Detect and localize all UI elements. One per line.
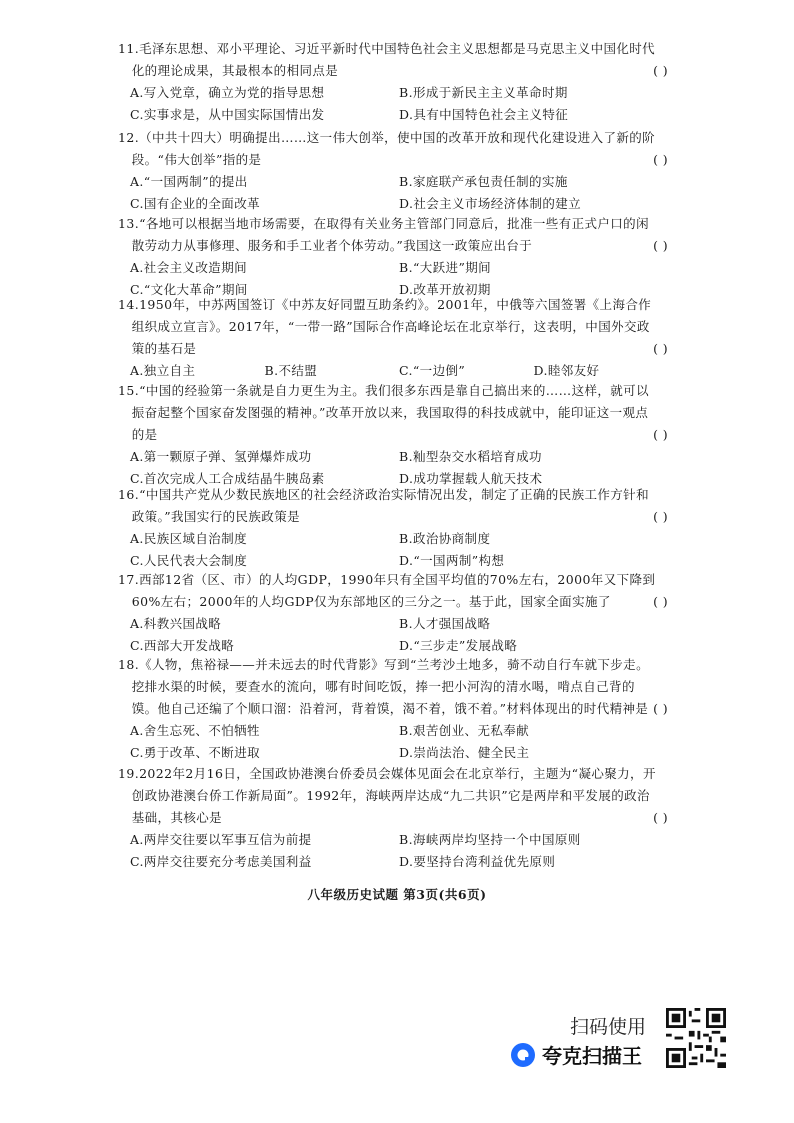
- option-d: D.改革开放初期: [399, 282, 491, 297]
- options: [118, 829, 656, 873]
- option-c: C.国有企业的全面改革: [130, 196, 260, 211]
- option-d: D.崇尚法治、健全民主: [399, 745, 530, 760]
- option-b: B.不结盟: [264, 363, 318, 378]
- option-b: B.人才强国战略: [399, 616, 491, 631]
- options: [118, 613, 656, 657]
- question-stem: 16.“中国共产党从少数民族地区的社会经济政治实际情况出发，制定了正确的民族工作方针和政策。”我国实行的民族政策是: [118, 487, 649, 524]
- answer-paren: ( ): [653, 701, 668, 716]
- scan-label: 扫码使用: [570, 1016, 647, 1038]
- option-b: B.海峡两岸均坚持一个中国原则: [399, 832, 581, 847]
- page-footer: 八年级历史试题 第3页(共6页): [307, 887, 487, 902]
- answer-paren: ( ): [653, 810, 668, 825]
- question-stem: 14.1950年，中苏两国签订《中苏友好同盟互助条约》。2001年，中俄等六国签署《上海合作组织成立宣言》。2017年，“一带一路”国际合作高峰论坛在北京举行，这表明，中国外交政策的基石是: [118, 297, 652, 356]
- quark-logo-icon: [510, 1042, 536, 1068]
- option-c: C.勇于改革、不断进取: [130, 745, 260, 760]
- option-c: C.实事求是，从中国实际国情出发: [130, 107, 325, 122]
- option-b: B.艰苦创业、无私奉献: [399, 723, 530, 738]
- question-stem: 15.“中国的经验第一条就是自力更生为主。我们很多东西是靠自己搞出来的……这样，就可以振奋起整个国家奋发图强的精神。”改革开放以来，我国取得的科技成就中，能印证这一观点的是: [118, 383, 649, 442]
- option-b: B.籼型杂交水稻培育成功: [399, 449, 542, 464]
- answer-paren: ( ): [653, 63, 668, 78]
- option-c: C.人民代表大会制度: [130, 553, 248, 568]
- option-a: A.两岸交往要以军事互信为前提: [130, 832, 312, 847]
- option-c: C.“文化大革命”期间: [130, 282, 248, 297]
- options: [118, 82, 656, 126]
- option-a: A.民族区域自治制度: [130, 531, 248, 546]
- option-d: D.要坚持台湾利益优先原则: [399, 854, 556, 869]
- qr-code-icon[interactable]: [666, 1008, 726, 1068]
- option-c: C.两岸交往要充分考虑美国利益: [130, 854, 312, 869]
- question-stem: 18.《人物，焦裕禄——并未远去的时代背影》写到“兰考沙土地多，骑不动自行车就下步走。挖排水渠的时候，要查水的流向，哪有时间吃饭，捧一把小河沟的清水喝，啃点自己背的馍。他自己还编了个顺口溜：沿着河，背着馍，渴不着，饿不着。”材料体现出的时代精神是: [118, 657, 649, 716]
- brand-name: 夸克扫描王: [542, 1044, 642, 1068]
- option-c: C.“一边倒”: [399, 363, 466, 378]
- option-b: B.“大跃进”期间: [399, 260, 492, 275]
- option-d: D.具有中国特色社会主义特征: [399, 107, 569, 122]
- question-stem: 11.毛泽东思想、邓小平理论、习近平新时代中国特色社会主义思想都是马克思主义中国化时代化的理论成果，其最根本的相同点是: [118, 41, 656, 78]
- option-d: D.“一国两制”构想: [399, 553, 505, 568]
- question-stem: 13.“各地可以根据当地市场需要，在取得有关业务主管部门同意后，批准一些有正式户口的闲散劳动力从事修理、服务和手工业者个体劳动。”我国这一政策应出台于: [118, 216, 649, 253]
- question-19: [118, 763, 668, 873]
- option-a: A.“一国两制”的提出: [130, 174, 248, 189]
- options: [118, 171, 656, 215]
- option-d: D.睦邻友好: [533, 363, 600, 378]
- options: [118, 528, 656, 572]
- question-stem: 19.2022年2月16日，全国政协港澳台侨委员会媒体见面会在北京举行，主题为“凝心聚力，开创政协港澳台侨工作新局面”。1992年，海峡两岸达成“九二共识”它是两岸和平发展的政治基础，其核心是: [118, 766, 656, 825]
- option-a: A.写入党章，确立为党的指导思想: [130, 85, 325, 100]
- option-d: D.成功掌握载人航天技术: [399, 471, 543, 486]
- question-13: [118, 213, 668, 301]
- question-15: [118, 380, 668, 490]
- question-stem: 17.西部12省（区、市）的人均GDP，1990年只有全国平均值的70%左右，2000年又下降到60%左右；2000年的人均GDP仅为东部地区的三分之一。基于此，国家全面实施了: [118, 572, 656, 609]
- question-17: [118, 569, 668, 657]
- scanner-brand: [510, 1040, 642, 1069]
- question-12: [118, 127, 668, 215]
- question-stem: 12.（中共十四大）明确提出……这一伟大创举，使中国的改革开放和现代化建设进入了新的阶段。“伟大创举”指的是: [118, 130, 656, 167]
- option-a: A.社会主义改造期间: [130, 260, 248, 275]
- answer-paren: ( ): [653, 341, 668, 356]
- option-b: B.家庭联产承包责任制的实施: [399, 174, 568, 189]
- scanner-watermark: [510, 1008, 742, 1070]
- question-14: [118, 294, 668, 382]
- option-b: B.形成于新民主主义革命时期: [399, 85, 568, 100]
- option-b: B.政治协商制度: [399, 531, 491, 546]
- option-a: A.舍生忘死、不怕牺牲: [130, 723, 260, 738]
- options: [118, 360, 656, 382]
- answer-paren: ( ): [653, 509, 668, 524]
- answer-paren: ( ): [653, 427, 668, 442]
- answer-paren: ( ): [653, 238, 668, 253]
- options: [118, 720, 656, 764]
- option-c: C.首次完成人工合成结晶牛胰岛素: [130, 471, 325, 486]
- question-18: [118, 654, 668, 764]
- option-c: C.西部大开发战略: [130, 638, 235, 653]
- question-11: [118, 38, 668, 126]
- option-d: D.“三步走”发展战略: [399, 638, 518, 653]
- option-a: A.科教兴国战略: [130, 616, 222, 631]
- answer-paren: ( ): [653, 594, 668, 609]
- option-a: A.独立自主: [130, 363, 196, 378]
- option-d: D.社会主义市场经济体制的建立: [399, 196, 582, 211]
- question-16: [118, 484, 668, 572]
- option-a: A.第一颗原子弹、氢弹爆炸成功: [130, 449, 312, 464]
- answer-paren: ( ): [653, 152, 668, 167]
